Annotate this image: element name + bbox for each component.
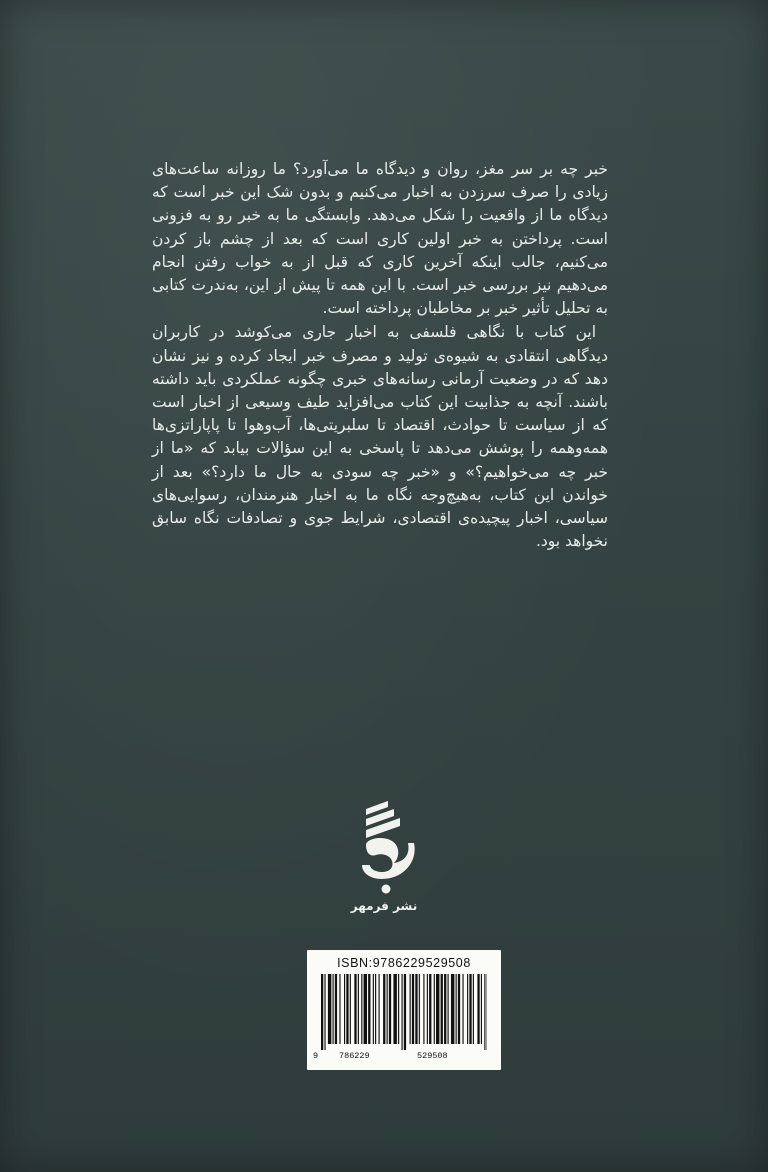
barcode-bar — [427, 974, 428, 1044]
barcode-bar — [402, 974, 403, 1050]
barcode-bar — [383, 974, 385, 1044]
barcode-bar — [333, 974, 334, 1044]
barcode-bar — [389, 974, 391, 1044]
barcode-bar — [344, 974, 345, 1044]
barcode-bar — [373, 974, 374, 1044]
barcode-bar — [462, 974, 463, 1044]
barcode-label — [307, 950, 501, 1070]
barcode-bar — [358, 974, 359, 1044]
publisher-name: نشر فرمهر — [350, 899, 418, 913]
isbn-text: ISBN:9786229529508 — [337, 956, 471, 970]
barcode-bar — [387, 974, 388, 1044]
barcode-bar — [481, 974, 482, 1044]
barcode-bar — [404, 974, 406, 1050]
barcode-bar — [398, 974, 399, 1044]
barcode-bar — [429, 974, 431, 1044]
barcode-bar — [393, 974, 396, 1044]
barcode-bar — [484, 974, 485, 1050]
barcode-bar — [469, 974, 471, 1044]
barcode-bar — [375, 974, 376, 1044]
blurb-paragraph-2: این کتاب با نگاهی فلسفی به اخبار جاری می‌کوشد در کاربران دیدگاهی انتقادی به شیوه‌ی تولید و مصرف خبر ایجاد کرده و نیز نشان دهد که در وضعیت آرمانی رسانه‌های خبری چگونه عملکردی باید داشته باشند. آنچه به جذابیت این کتاب می‌افزاید طیف وسیعی از اخبار است که از سیاست تا حوادث، اقتصاد تا سلبریتی‌ها، آب‌وهوا تا پاپاراتزی‌ها همه‌وهمه را پوشش می‌دهد تا پاسخی به این سؤالات بیابد که «ما از خبر چه می‌خواهیم؟» و «خبر چه سودی به حال ما دارد؟» بعد از خواندن این کتاب، به‌هیچ‌وجه نگاه ما به اخبار هنرمندان، رسوایی‌های سیاسی، اخبار پیچیده‌ی اقتصادی، شرایط جوی و تصادفات نگاه سابق نخواهد بود. — [152, 323, 608, 551]
barcode-bar — [423, 974, 424, 1044]
barcode-bar — [434, 974, 435, 1044]
barcode-bar — [441, 974, 443, 1044]
barcode-bar — [473, 974, 474, 1044]
barcode-bar — [415, 974, 417, 1044]
barcode-bar — [379, 974, 380, 1044]
barcode-bar — [328, 974, 331, 1044]
barcode-bar — [412, 974, 414, 1044]
barcode-bars — [321, 974, 487, 1050]
barcode-bar — [364, 974, 367, 1044]
publisher-logo — [336, 795, 432, 935]
barcode-bar — [477, 974, 479, 1044]
barcode-bar — [467, 974, 468, 1044]
blurb-text — [152, 158, 608, 553]
barcode-bar — [335, 974, 337, 1044]
blurb-paragraph-1: خبر چه بر سر مغز، روان و دیدگاه ما می‌آورد؟ ما روزانه ساعت‌های زیادی را صرف سرزدن به اخبار می‌کنیم و بدون شک این خبر است که دیدگاه ما از واقعیت را شکل می‌دهد. وابستگی ما به خبر رو به فزونی است. پرداختن به خبر اولین کاری است که بعد از چشم باز کردن می‌کنیم، جالب اینکه آخرین کاری که قبل از به خواب رفتن انجام می‌دهیم نیز بررسی خبر است. با این همه تا پیش از این، به‌ندرت کتابی به تحلیل تأثیر خبر بر مخاطبان پرداخته است. — [152, 160, 608, 318]
barcode-bar — [350, 974, 351, 1044]
barcode-bar — [419, 974, 420, 1044]
barcode-bar — [410, 974, 411, 1044]
barcode-bar — [444, 974, 446, 1044]
barcode-bar — [346, 974, 348, 1044]
barcode-bar — [354, 974, 356, 1044]
barcode-bar — [456, 974, 457, 1044]
barcode-bar — [324, 974, 325, 1050]
barcode-bar — [361, 974, 362, 1044]
barcode-bar — [448, 974, 449, 1044]
barcode-bar — [458, 974, 460, 1044]
barcode-digit-lead: 9 — [313, 1051, 319, 1061]
barcode-bar — [321, 974, 323, 1050]
barcode-digits-right: 529508 — [417, 1051, 448, 1061]
barcode-bar — [368, 974, 370, 1044]
barcode-bar — [436, 974, 439, 1044]
barcode-digits-left: 786229 — [339, 1051, 370, 1061]
open-book-letter-fa-icon — [336, 795, 432, 899]
barcode-bar — [451, 974, 454, 1044]
barcode-bar — [339, 974, 340, 1044]
